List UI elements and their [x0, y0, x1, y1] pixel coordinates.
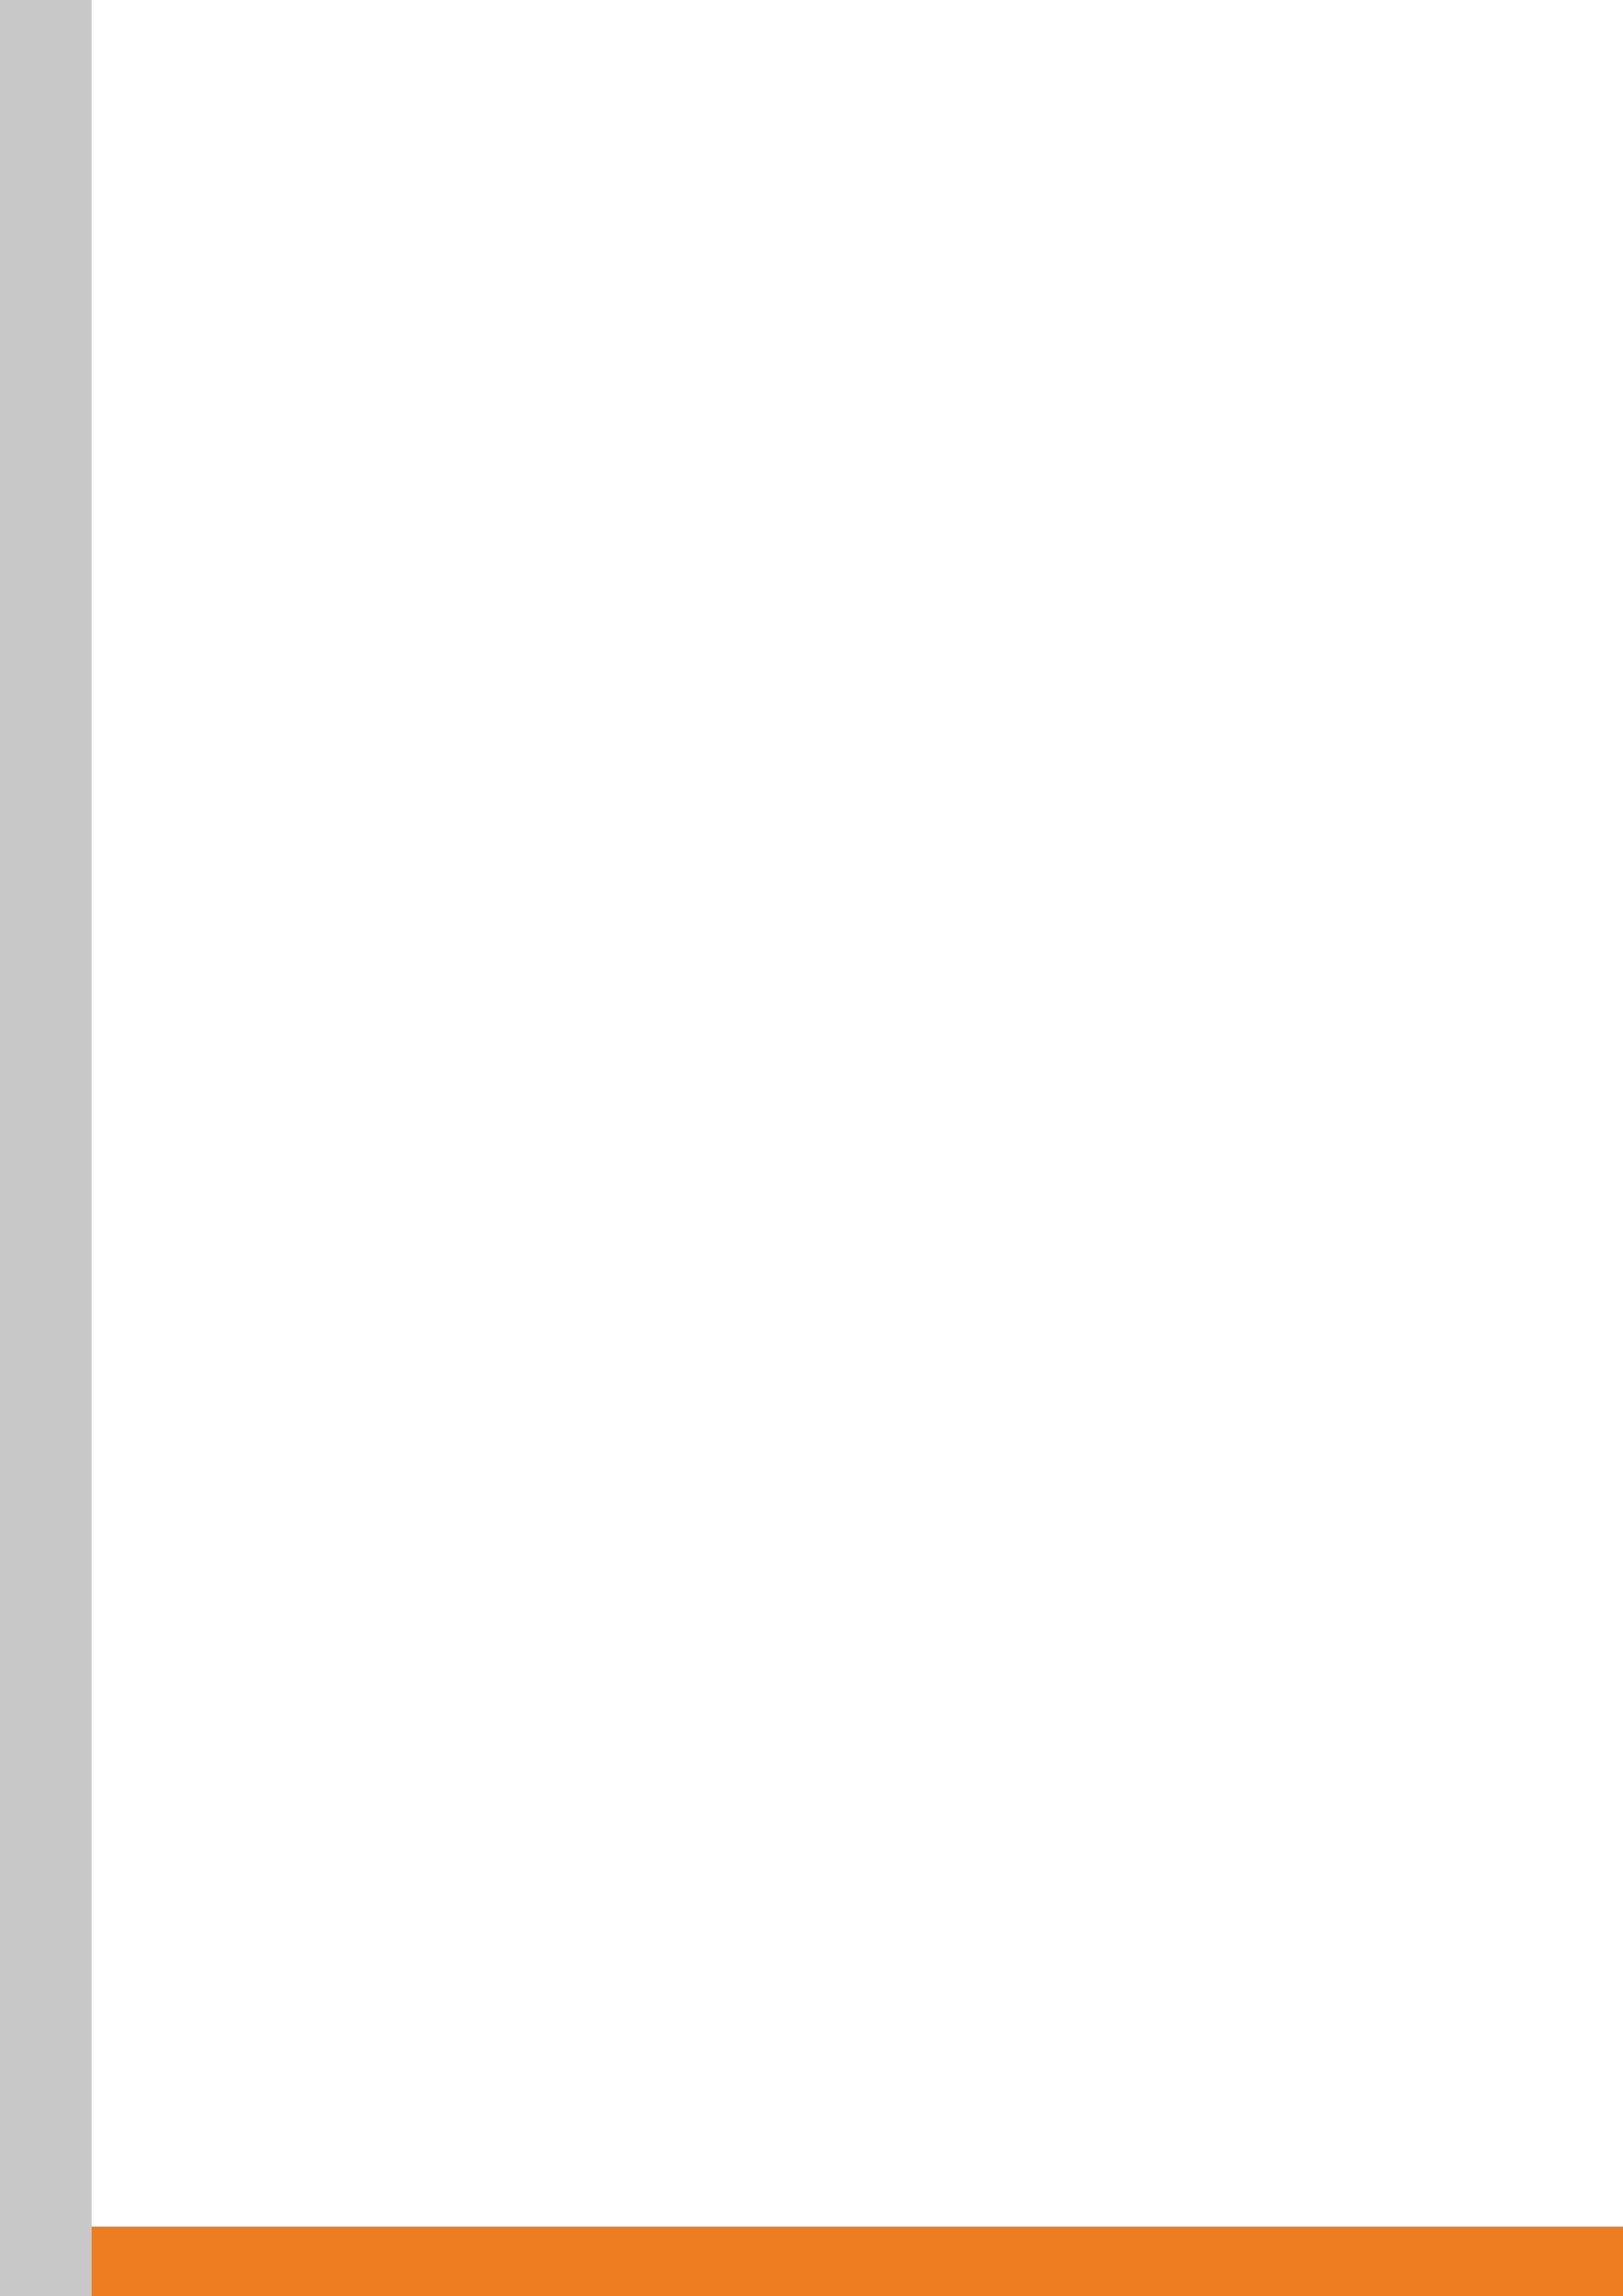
page-footer [92, 2227, 1623, 2296]
chapter-sidebar [0, 0, 92, 2296]
